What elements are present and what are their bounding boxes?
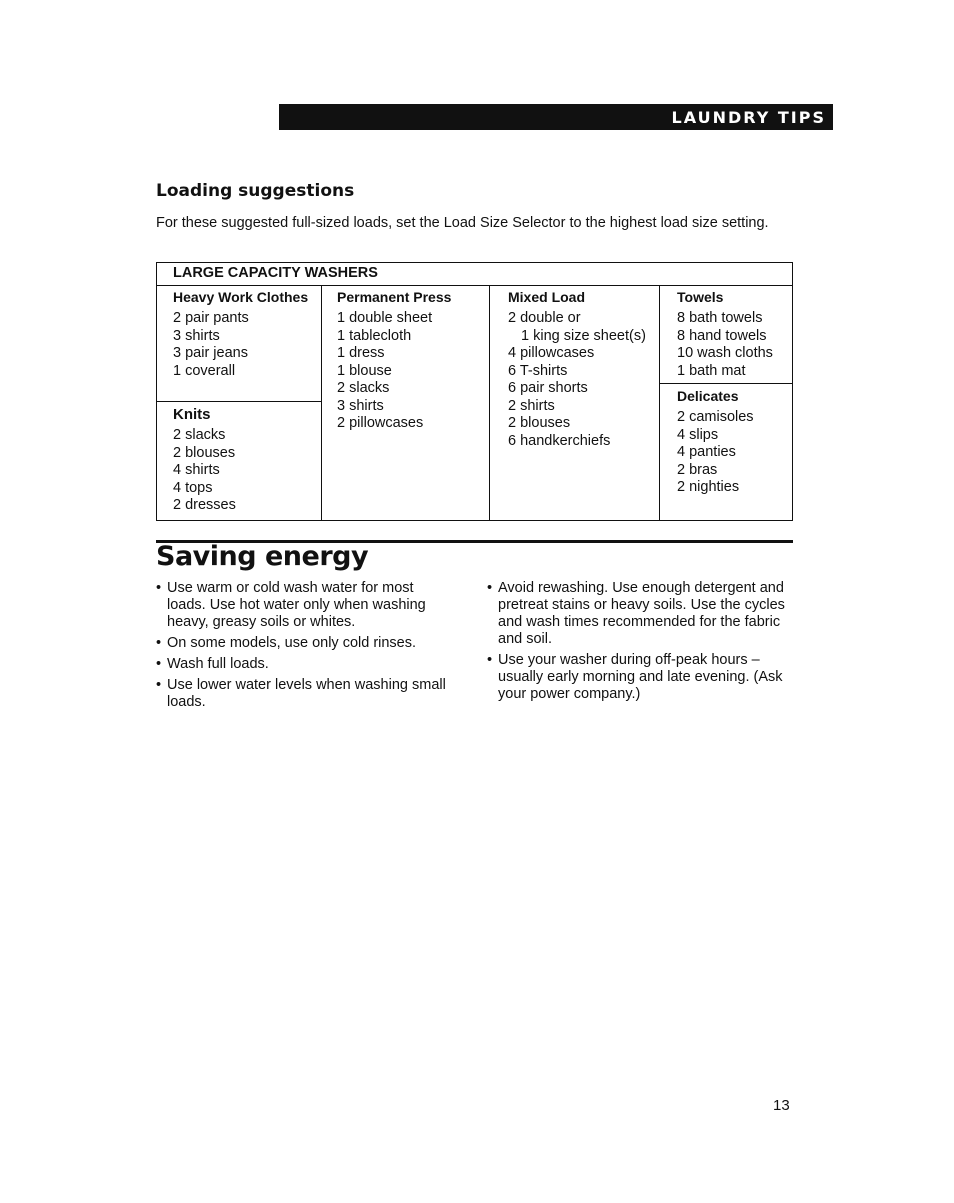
bullet-text: Avoid rewashing. Use enough detergent and pretreat stains or heavy soils. Use the cycles and wash times recommended for the fabric and soil. bbox=[498, 580, 785, 647]
heavy-work-heading: Heavy Work Clothes bbox=[173, 289, 309, 305]
knits-column bbox=[173, 406, 313, 515]
list-item: 4 panties bbox=[677, 444, 736, 460]
list-item: 6 pair shorts bbox=[508, 380, 588, 396]
heavy-work-column bbox=[173, 289, 313, 380]
list-item: 4 shirts bbox=[173, 462, 220, 478]
bullet-item bbox=[487, 652, 793, 703]
list-item: 1 double sheet bbox=[337, 310, 433, 326]
list-item: 6 handkerchiefs bbox=[508, 432, 611, 449]
mixed-load-list bbox=[508, 310, 658, 450]
heavy-work-list bbox=[173, 310, 313, 380]
list-item: 1 coverall bbox=[173, 362, 236, 379]
bullet-item bbox=[156, 656, 456, 673]
list-item: 1 king size sheet(s) bbox=[521, 327, 646, 344]
list-item: 2 shirts bbox=[508, 397, 555, 414]
permanent-press-list bbox=[337, 310, 487, 433]
table-header-divider bbox=[157, 285, 792, 286]
page-number: 13 bbox=[773, 1097, 790, 1114]
list-item: 8 hand towels bbox=[677, 327, 767, 344]
saving-right-bullets bbox=[487, 580, 793, 707]
bullet-text: Use lower water levels when washing small loads. bbox=[167, 677, 446, 710]
towels-delicates-divider bbox=[659, 383, 792, 384]
delicates-heading: Delicates bbox=[677, 388, 739, 404]
heavy-knits-divider bbox=[157, 401, 321, 402]
bullet-text: On some models, use only cold rinses. bbox=[167, 635, 417, 651]
column-divider bbox=[659, 285, 660, 520]
list-item: 2 pillowcases bbox=[337, 415, 424, 431]
bullet-item bbox=[487, 580, 793, 648]
list-item: 4 pillowcases bbox=[508, 345, 595, 361]
permanent-press-column bbox=[337, 289, 487, 433]
section-title: LAUNDRY TIPS bbox=[671, 107, 826, 127]
loading-intro-text: For these suggested full-sized loads, set the Load Size Selector to the highest load size setting. bbox=[156, 215, 769, 231]
section-header-bar bbox=[279, 104, 833, 130]
list-item: 2 pair pants bbox=[173, 310, 249, 326]
bullet-text: Use warm or cold wash water for most loads. Use hot water only when washing heavy, greasy soils or whites. bbox=[167, 580, 426, 630]
list-item: 4 slips bbox=[677, 426, 719, 443]
saving-left-bullets bbox=[156, 580, 456, 715]
bullet-icon: • bbox=[156, 677, 162, 693]
list-item: 6 T-shirts bbox=[508, 362, 568, 379]
bullet-item bbox=[156, 635, 456, 652]
knits-heading: Knits bbox=[173, 406, 211, 423]
list-item: 2 blouses bbox=[508, 415, 571, 431]
list-item: 2 slacks bbox=[337, 380, 390, 396]
column-divider bbox=[321, 285, 322, 520]
list-item: 4 tops bbox=[173, 479, 213, 496]
bullet-text: Use your washer during off-peak hours – usually early morning and late evening. (Ask your power company.) bbox=[498, 652, 783, 702]
delicates-list bbox=[677, 409, 789, 497]
loading-suggestions-heading: Loading suggestions bbox=[156, 181, 355, 201]
list-item: 2 bras bbox=[677, 461, 718, 478]
delicates-column bbox=[677, 388, 789, 497]
bullet-icon: • bbox=[156, 656, 162, 672]
list-item: 2 blouses bbox=[173, 444, 236, 461]
list-item: 2 camisoles bbox=[677, 409, 754, 425]
list-item: 2 slacks bbox=[173, 427, 226, 443]
list-item: 1 dress bbox=[337, 345, 385, 361]
list-item: 1 bath mat bbox=[677, 362, 746, 379]
list-item: 2 double or bbox=[508, 310, 581, 326]
knits-list bbox=[173, 427, 313, 515]
permanent-press-heading: Permanent Press bbox=[337, 289, 452, 305]
bullet-item bbox=[156, 677, 456, 711]
towels-column bbox=[677, 289, 789, 380]
mixed-load-heading: Mixed Load bbox=[508, 289, 586, 305]
towels-list bbox=[677, 310, 789, 380]
bullet-icon: • bbox=[487, 652, 493, 668]
bullet-icon: • bbox=[487, 580, 493, 596]
towels-heading: Towels bbox=[677, 289, 724, 305]
bullet-icon: • bbox=[156, 580, 162, 596]
list-item: 1 tablecloth bbox=[337, 327, 412, 344]
list-item: 3 pair jeans bbox=[173, 345, 248, 361]
mixed-load-column bbox=[508, 289, 658, 450]
bullet-icon: • bbox=[156, 635, 162, 651]
list-item: 8 bath towels bbox=[677, 310, 763, 326]
list-item: 2 nighties bbox=[677, 479, 740, 495]
large-capacity-table bbox=[156, 262, 793, 521]
list-item: 1 blouse bbox=[337, 362, 392, 379]
saving-energy-heading: Saving energy bbox=[156, 541, 369, 572]
list-item: 10 wash cloths bbox=[677, 345, 773, 361]
column-divider bbox=[489, 285, 490, 520]
list-item: 2 dresses bbox=[173, 497, 236, 513]
list-item: 3 shirts bbox=[337, 397, 384, 414]
list-item: 3 shirts bbox=[173, 327, 220, 344]
bullet-text: Wash full loads. bbox=[167, 656, 269, 672]
table-title: LARGE CAPACITY WASHERS bbox=[173, 265, 378, 281]
bullet-item bbox=[156, 580, 456, 631]
